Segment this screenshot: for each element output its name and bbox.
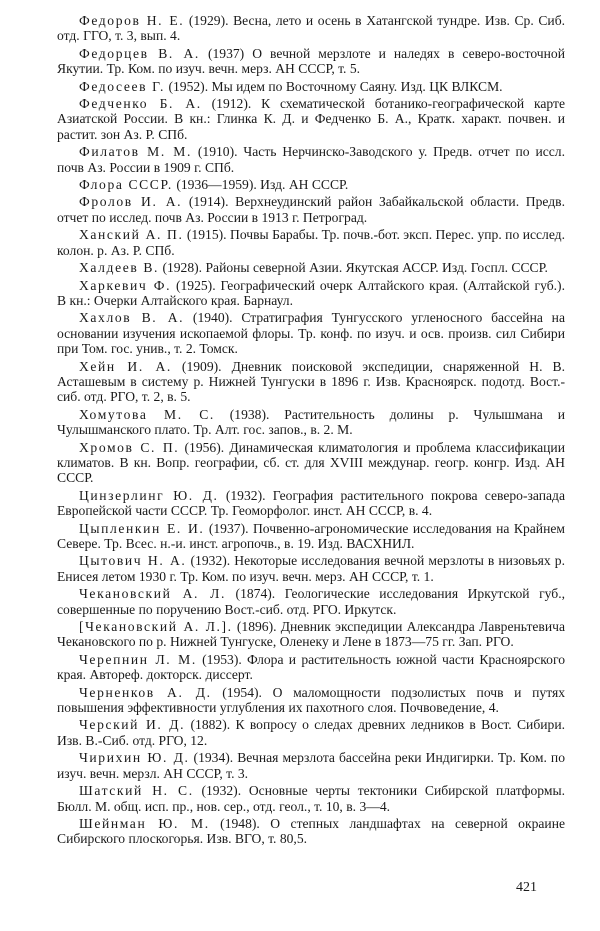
entry-author: Цыпленкин Е. И. [79, 520, 205, 536]
entry-author: Чекановский А. Л. [79, 586, 226, 602]
entry-author: Чирихин Ю. Д. [79, 750, 190, 766]
entry-author: Черненков А. Д. [79, 684, 212, 700]
bibliography-page [57, 13, 565, 849]
entry-text: (1936—1959). Изд. АН СССР. [176, 177, 349, 193]
entry-author: Шейнман Ю. М. [79, 815, 210, 831]
bibliography-entry [57, 488, 565, 519]
bibliography-entry [57, 521, 565, 552]
bibliography-entry [57, 144, 565, 175]
bibliography-entry [57, 227, 565, 258]
entry-author: Фролов И. А. [79, 194, 183, 210]
entry-text: (1932). Основные черты тектоники Сибирской платформы. Бюлл. М. общ. исп. пр., нов. сер., отд. геол., т. 10, в. 3—4. [57, 783, 565, 814]
entry-author: Флора СССР. [79, 177, 173, 193]
entry-author: Федоров Н. Е. [79, 13, 185, 28]
entry-author: Черский И. Д. [79, 717, 186, 733]
entry-text: (1928). Районы северной Азии. Якутская АССР. Изд. Госпл. СССР. [162, 260, 548, 276]
entry-text: (1910). Часть Нерчинско-Заводского у. Предв. отчет по иссл. почв Аз. России в 1909 г. СПб. [57, 144, 565, 175]
entry-text: (1912). К схематической ботанико-географической карте Азиатской России. В кн.: Глинка К. Д. и Федченко Б. А., Кратк. характ. почвен. и растит. зон Аз. Р. СПб. [57, 96, 565, 142]
entry-text: (1954). О маломощности подзолистых почв и путях повышения эффективности углубления их пахотного слоя. Почвоведение, 4. [57, 684, 566, 716]
entry-author: Харкевич Ф. [79, 277, 172, 293]
entry-author: Хейн И. А. [79, 358, 172, 374]
entry-author: Хомутова М. С. [79, 406, 215, 422]
bibliography-entry [57, 260, 565, 275]
bibliography-entry [57, 359, 565, 405]
entry-author: Федорцев В. А. [79, 45, 200, 61]
bibliography-entry [57, 586, 565, 617]
bibliography-entry [57, 652, 565, 683]
entry-author: Халдеев В. [79, 260, 160, 276]
entry-author: Черепнин Л. М. [79, 651, 197, 667]
entry-text: (1909). Дневник поисковой экспедиции, снаряженной Н. В. Асташевым в систему р. Нижней Тунгуски в 1896 г. Изв. Красноярск. подотд. Вост.-сиб. отд. РГО, т. 2, в. 5. [57, 358, 565, 405]
entry-author: Федосеев Г. [79, 78, 166, 94]
bibliography-entry [57, 13, 565, 44]
bibliography-entry [57, 553, 565, 584]
entry-text: (1882). К вопросу о следах древних ледников в Вост. Сибири. Изв. В.-Сиб. отд. РГО, 12. [57, 717, 565, 748]
bibliography-entry [57, 278, 565, 309]
bibliography-entry [57, 783, 565, 814]
bibliography-entry [57, 750, 565, 781]
entry-text: (1952). Мы идем по Восточному Саяну. Изд. ЦК ВЛКСМ. [168, 78, 503, 94]
entry-text: (1914). Верхнеудинский район Забайкальской области. Предв. отчет по исслед. почв Аз. России в 1913 г. Петроград. [57, 194, 565, 225]
bibliography-entry [57, 46, 565, 77]
entry-text: (1874). Геологические исследования Иркутской губ., совершенные по поручению Вост.-сиб. отд. РГО. Иркутск. [57, 586, 565, 617]
entry-text: (1953). Флора и растительность южной части Красноярского края. Автореф. докторск. диссерт. [57, 651, 565, 683]
entry-author: [Чекановский А. Л.]. [79, 619, 233, 635]
bibliography-entry [57, 310, 565, 356]
entry-text: (1948). О степных ландшафтах на северной окраине Сибирского плоскогорья. Изв. ВГО, т. 80,5. [57, 815, 565, 847]
entry-author: Хромов С. П. [79, 439, 180, 455]
bibliography-entry [57, 407, 565, 438]
page-number: 421 [516, 880, 537, 895]
entry-text: (1934). Вечная мерзлота бассейна реки Индигирки. Тр. Ком. по изуч. вечн. мерзл. АН СССР, т. 3. [57, 750, 565, 781]
entry-text: (1932). Некоторые исследования вечной мерзлоты в низовьях р. Енисея летом 1930 г. Тр. Ком. по изуч. вечн. мерз. АН СССР, т. 1. [57, 553, 565, 584]
entry-text: (1896). Дневник экспедиции Александра Лавреньтевича Чекановского по р. Нижней Тунгуске, Оленеку и Лене в 1873—75 гг. Зап. РГО. [57, 619, 565, 650]
entry-text: (1937). Почвенно-агрономические исследования на Крайнем Севере. Тр. Всес. н.-и. инст. агропочв., в. 19. Изд. ВАСХНИЛ. [57, 520, 565, 551]
bibliography-entry [57, 816, 565, 847]
entry-text: (1938). Растительность долины р. Чулышмана и Чулышманского плато. Тр. Алт. гос. запов., в. 2. М. [57, 406, 565, 438]
entry-text: (1956). Динамическая климатология и проблема классификации климатов. В кн. Вопр. географии, сб. ст. для XVIII междунар. геогр. конгр. Изд. АН СССР. [57, 439, 565, 486]
entry-author: Филатов М. М. [79, 144, 192, 160]
entry-text: (1929). Весна, лето и осень в Хатангской тундре. Изв. Ср. Сиб. отд. ГГО, т. 3, вып. 4. [57, 13, 566, 44]
entry-author: Ханский А. П. [79, 227, 184, 243]
entry-author: Цытович Н. А. [79, 553, 187, 569]
entry-author: Федченко Б. А. [79, 96, 202, 112]
bibliography-entry [57, 440, 565, 486]
entry-author: Шатский Н. С. [79, 783, 194, 799]
bibliography-entry [57, 619, 565, 650]
bibliography-entry [57, 685, 565, 716]
entry-author: Цинзерлинг Ю. Д. [79, 487, 219, 503]
bibliography-entry [57, 96, 565, 142]
bibliography-entry [57, 177, 565, 192]
bibliography-entry [57, 717, 565, 748]
entry-text: (1925). Географический очерк Алтайского края. (Алтайской губ.). В кн.: Очерки Алтайского края. Барнаул. [57, 277, 565, 308]
bibliography-entry [57, 79, 565, 94]
bibliography-entry [57, 194, 565, 225]
entry-text: (1915). Почвы Барабы. Тр. почв.-бот. эксп. Перес. упр. по исслед. колон. р. Аз. Р. СПб. [57, 227, 565, 258]
entry-text: (1940). Стратиграфия Тунгусского угленосного бассейна на основании изучения ископаемой флоры. Тр. конф. по изуч. и осв. произв. сил Сибири при Том. гос. унив., т. 2. Томск. [57, 310, 565, 357]
entry-text: (1937) О вечной мерзлоте и наледях в северо-восточной Якутии. Тр. Ком. по изуч. вечн. мерз. АН СССР, т. 5. [57, 45, 565, 77]
entry-text: (1932). География растительного покрова северо-запада Европейской части СССР. Тр. Геоморфолог. инст. АН СССР, в. 4. [57, 487, 565, 519]
entry-author: Хахлов В. А. [79, 310, 185, 326]
